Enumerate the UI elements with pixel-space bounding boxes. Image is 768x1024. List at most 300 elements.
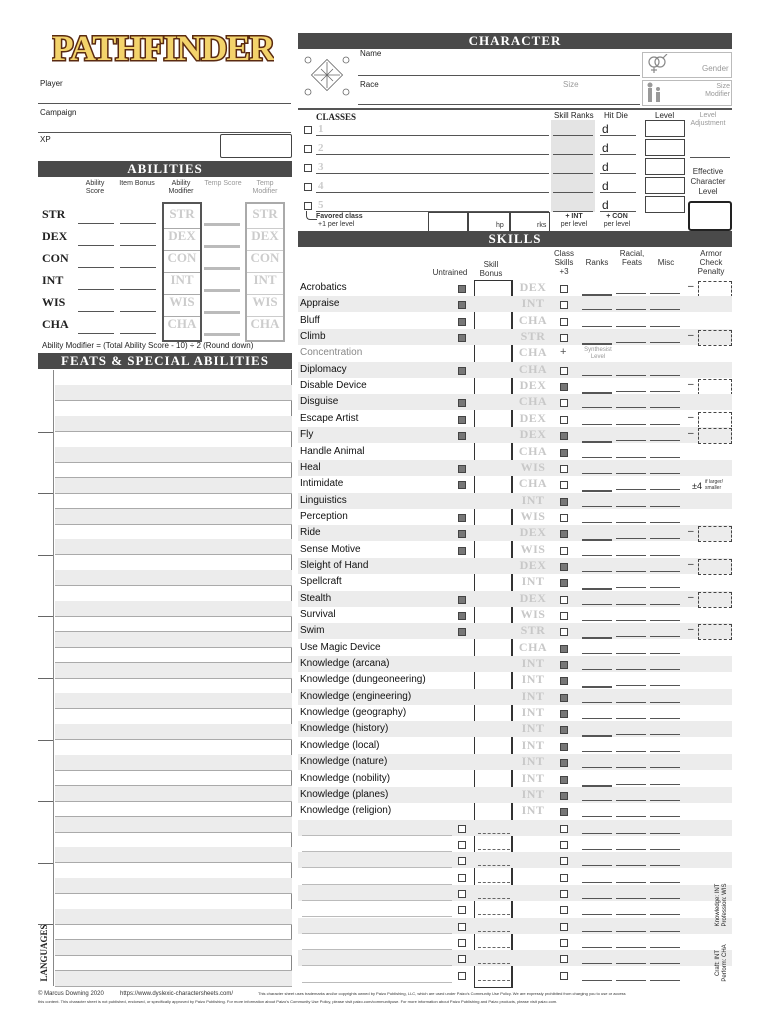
class-skill-checkbox[interactable] xyxy=(560,955,568,963)
acp-box[interactable] xyxy=(698,281,732,297)
racial-feats-line[interactable] xyxy=(616,734,646,735)
class-level-box[interactable] xyxy=(645,120,685,137)
racial-feats-line[interactable] xyxy=(616,587,646,588)
feat-row[interactable] xyxy=(55,462,292,478)
ranks-line[interactable] xyxy=(582,702,612,703)
ability-score-line[interactable] xyxy=(78,333,114,334)
favored-class-label: Favored class xyxy=(316,213,363,220)
custom-skill-ability-dash[interactable] xyxy=(478,980,510,981)
feat-row[interactable] xyxy=(55,524,292,540)
feat-row[interactable] xyxy=(55,493,292,509)
racial-feats-line[interactable] xyxy=(616,326,646,327)
class-skill-checkbox[interactable] xyxy=(560,743,568,751)
racial-feats-line[interactable] xyxy=(616,653,646,654)
feat-row[interactable] xyxy=(55,478,292,494)
ability-score-line[interactable] xyxy=(78,311,114,312)
class-line[interactable] xyxy=(316,154,549,155)
ranks-line[interactable] xyxy=(582,522,612,523)
untrained-checkbox[interactable] xyxy=(458,939,466,947)
synthesist-level-label: Synthesist Level xyxy=(584,347,612,360)
racial-feats-line[interactable] xyxy=(616,457,646,458)
ranks-line[interactable] xyxy=(582,604,612,605)
misc-line[interactable] xyxy=(650,882,680,883)
untrained-checkbox[interactable] xyxy=(458,906,466,914)
feat-row[interactable] xyxy=(55,678,292,694)
item-bonus-line[interactable] xyxy=(120,245,156,246)
feat-row[interactable] xyxy=(55,447,292,463)
class-skill-checkbox[interactable] xyxy=(560,465,568,473)
racial-feats-line[interactable] xyxy=(616,914,646,915)
misc-line[interactable] xyxy=(650,457,680,458)
ranks-line[interactable] xyxy=(582,849,612,850)
ranks-line[interactable] xyxy=(582,407,612,408)
ranks-line[interactable] xyxy=(582,882,612,883)
racial-feats-line[interactable] xyxy=(616,489,646,490)
misc-line[interactable] xyxy=(650,326,680,327)
feat-row[interactable] xyxy=(55,539,292,555)
misc-line[interactable] xyxy=(650,767,680,768)
misc-line[interactable] xyxy=(650,375,680,376)
class-skill-checkbox[interactable] xyxy=(560,792,568,800)
class-skill-checkbox[interactable] xyxy=(560,432,568,440)
acp-box[interactable] xyxy=(698,428,732,444)
class-skill-checkbox[interactable] xyxy=(560,906,568,914)
item-bonus-line[interactable] xyxy=(120,223,156,224)
ranks-line[interactable] xyxy=(582,751,612,752)
class-line[interactable] xyxy=(316,135,549,136)
racial-feats-line[interactable] xyxy=(616,555,646,556)
misc-line[interactable] xyxy=(650,702,680,703)
class-skill-checkbox[interactable] xyxy=(560,677,568,685)
custom-skill-ability-dash[interactable] xyxy=(478,914,510,915)
hit-die-line[interactable] xyxy=(600,211,636,212)
class-checkbox[interactable] xyxy=(304,126,312,134)
misc-line[interactable] xyxy=(650,555,680,556)
racial-feats-line[interactable] xyxy=(616,506,646,507)
class-skill-checkbox[interactable] xyxy=(560,857,568,865)
feat-row[interactable] xyxy=(55,786,292,802)
pathfinder-logo xyxy=(52,24,274,72)
ranks-line[interactable] xyxy=(582,980,612,981)
misc-line[interactable] xyxy=(650,604,680,605)
misc-line[interactable] xyxy=(650,734,680,735)
skill-name: Knowledge (planes) xyxy=(300,788,389,800)
class-skill-checkbox[interactable] xyxy=(560,776,568,784)
ranks-line[interactable] xyxy=(582,931,612,932)
untrained-checkbox[interactable] xyxy=(458,972,466,980)
racial-feats-line[interactable] xyxy=(616,718,646,719)
untrained-checkbox[interactable] xyxy=(458,857,466,865)
custom-skill-ability-dash[interactable] xyxy=(478,931,510,932)
racial-feats-line[interactable] xyxy=(616,947,646,948)
misc-line[interactable] xyxy=(650,407,680,408)
item-bonus-line[interactable] xyxy=(120,311,156,312)
untrained-checkbox[interactable] xyxy=(458,955,466,963)
class-skill-checkbox[interactable] xyxy=(560,563,568,571)
class-checkbox[interactable] xyxy=(304,202,312,210)
class-skill-checkbox[interactable] xyxy=(560,808,568,816)
racial-feats-line[interactable] xyxy=(616,424,646,425)
misc-line[interactable] xyxy=(650,947,680,948)
misc-line[interactable] xyxy=(650,587,680,588)
feat-row[interactable] xyxy=(55,755,292,771)
misc-line[interactable] xyxy=(650,784,680,785)
racial-feats-line[interactable] xyxy=(616,784,646,785)
feat-row[interactable] xyxy=(55,878,292,894)
class-skill-ranks-line[interactable] xyxy=(553,211,593,212)
feats-divider xyxy=(53,370,54,986)
player-line xyxy=(38,103,291,104)
ranks-line[interactable] xyxy=(582,473,612,474)
feat-row[interactable] xyxy=(55,601,292,617)
ranks-line[interactable] xyxy=(582,571,612,572)
class-skill-checkbox[interactable] xyxy=(560,514,568,522)
class-skill-ranks-line[interactable] xyxy=(553,135,593,136)
class-skill-ranks-line[interactable] xyxy=(553,154,593,155)
hit-die-line[interactable] xyxy=(600,135,636,136)
class-skill-checkbox[interactable] xyxy=(560,399,568,407)
class-skill-checkbox[interactable] xyxy=(560,547,568,555)
class-skill-checkbox[interactable] xyxy=(560,334,568,342)
class-line[interactable] xyxy=(316,173,549,174)
class-skill-checkbox[interactable] xyxy=(560,645,568,653)
racial-feats-line[interactable] xyxy=(616,800,646,801)
misc-line[interactable] xyxy=(650,620,680,621)
feat-row[interactable] xyxy=(55,586,292,602)
racial-feats-line[interactable] xyxy=(616,375,646,376)
racial-feats-line[interactable] xyxy=(616,604,646,605)
feat-group-tick xyxy=(38,678,53,679)
feat-row[interactable] xyxy=(55,663,292,679)
racial-feats-line[interactable] xyxy=(616,702,646,703)
ranks-line[interactable] xyxy=(582,653,612,654)
acp-box[interactable] xyxy=(698,559,732,575)
feat-row[interactable] xyxy=(55,509,292,525)
acp-box[interactable] xyxy=(698,624,732,640)
misc-line[interactable] xyxy=(650,473,680,474)
misc-line[interactable] xyxy=(650,669,680,670)
misc-line[interactable] xyxy=(650,636,680,637)
feat-row[interactable] xyxy=(55,416,292,432)
ability-score-line[interactable] xyxy=(78,289,114,290)
ranks-line[interactable] xyxy=(582,800,612,801)
class-skill-checkbox[interactable] xyxy=(560,301,568,309)
class-level-box[interactable] xyxy=(645,139,685,156)
class-skill-checkbox[interactable] xyxy=(560,383,568,391)
class-skill-ranks-line[interactable] xyxy=(553,173,593,174)
feat-row[interactable] xyxy=(55,863,292,879)
untrained-marker xyxy=(458,547,466,555)
feat-row[interactable] xyxy=(55,801,292,817)
racial-feats-line[interactable] xyxy=(616,342,646,343)
class-skill-checkbox[interactable] xyxy=(560,449,568,457)
misc-line[interactable] xyxy=(650,931,680,932)
ranks-line[interactable] xyxy=(582,555,612,556)
ranks-line[interactable] xyxy=(582,457,612,458)
untrained-checkbox[interactable] xyxy=(458,890,466,898)
ranks-line[interactable] xyxy=(582,506,612,507)
racial-feats-line[interactable] xyxy=(616,898,646,899)
racial-feats-line[interactable] xyxy=(616,538,646,539)
class-skill-checkbox[interactable] xyxy=(560,416,568,424)
racial-feats-line[interactable] xyxy=(616,620,646,621)
racial-feats-line[interactable] xyxy=(616,440,646,441)
feat-row[interactable] xyxy=(55,370,292,386)
racial-feats-line[interactable] xyxy=(616,865,646,866)
misc-line[interactable] xyxy=(650,685,680,686)
ranks-line[interactable] xyxy=(582,309,612,310)
class-skill-checkbox[interactable] xyxy=(560,285,568,293)
misc-line[interactable] xyxy=(650,293,680,294)
hit-die-line[interactable] xyxy=(600,154,636,155)
custom-skill-ability-dash[interactable] xyxy=(478,898,510,899)
misc-line[interactable] xyxy=(650,342,680,343)
ranks-line[interactable] xyxy=(582,767,612,768)
feat-row[interactable] xyxy=(55,894,292,910)
temp-score-line[interactable] xyxy=(204,223,240,226)
racial-feats-line[interactable] xyxy=(616,571,646,572)
feat-row[interactable] xyxy=(55,616,292,632)
item-bonus-line[interactable] xyxy=(120,267,156,268)
feat-row[interactable] xyxy=(55,740,292,756)
acp-box[interactable] xyxy=(698,592,732,608)
misc-line[interactable] xyxy=(650,833,680,834)
class-skill-checkbox[interactable] xyxy=(560,923,568,931)
languages-label-container xyxy=(36,926,52,984)
custom-skill-ability-dash[interactable] xyxy=(478,833,510,834)
ranks-line[interactable] xyxy=(582,718,612,719)
class-skill-checkbox[interactable] xyxy=(560,841,568,849)
misc-line[interactable] xyxy=(650,571,680,572)
temp-modifier-ghost: CHA xyxy=(250,316,280,331)
class-line[interactable] xyxy=(316,192,549,193)
player-label: Player xyxy=(40,79,63,88)
feat-row[interactable] xyxy=(55,832,292,848)
feat-row[interactable] xyxy=(55,432,292,448)
class-skill-checkbox[interactable] xyxy=(560,939,568,947)
class-skill-checkbox[interactable] xyxy=(560,825,568,833)
item-bonus-line[interactable] xyxy=(120,333,156,334)
skill-name: Escape Artist xyxy=(300,412,359,424)
untrained-checkbox[interactable] xyxy=(458,874,466,882)
racial-feats-line[interactable] xyxy=(616,980,646,981)
hit-die-line[interactable] xyxy=(600,192,636,193)
class-skill-checkbox[interactable] xyxy=(560,759,568,767)
ranks-line[interactable] xyxy=(582,947,612,948)
temp-score-line[interactable] xyxy=(204,333,240,336)
custom-skill-line[interactable] xyxy=(302,982,452,983)
class-level-box[interactable] xyxy=(645,158,685,175)
feat-row[interactable] xyxy=(55,709,292,725)
class-skill-checkbox[interactable] xyxy=(560,612,568,620)
ranks-line[interactable] xyxy=(582,669,612,670)
misc-line[interactable] xyxy=(650,865,680,866)
ranks-line[interactable] xyxy=(582,620,612,621)
untrained-checkbox[interactable] xyxy=(458,841,466,849)
custom-skill-ability-dash[interactable] xyxy=(478,865,510,866)
untrained-checkbox[interactable] xyxy=(458,923,466,931)
feat-row[interactable] xyxy=(55,817,292,833)
racial-feats-line[interactable] xyxy=(616,522,646,523)
skill-ability-ghost: INT xyxy=(521,803,545,818)
misc-line[interactable] xyxy=(650,538,680,539)
racial-feats-line[interactable] xyxy=(616,963,646,964)
item-bonus-line[interactable] xyxy=(120,289,156,290)
misc-line[interactable] xyxy=(650,424,680,425)
temp-score-line[interactable] xyxy=(204,267,240,270)
skill-row xyxy=(298,836,732,852)
misc-line[interactable] xyxy=(650,816,680,817)
misc-line[interactable] xyxy=(650,914,680,915)
feat-row[interactable] xyxy=(55,647,292,663)
footer-url-link[interactable]: https://www.dyslexic-charactersheets.com/ xyxy=(120,991,234,997)
skill-name: Intimidate xyxy=(300,478,344,490)
acp-box[interactable] xyxy=(698,379,732,395)
untrained-marker xyxy=(458,285,466,293)
racial-feats-line[interactable] xyxy=(616,669,646,670)
xp-box[interactable] xyxy=(220,134,292,158)
class-skill-checkbox[interactable] xyxy=(560,874,568,882)
class-skill-checkbox[interactable] xyxy=(560,318,568,326)
feat-row[interactable] xyxy=(55,971,292,987)
misc-line[interactable] xyxy=(650,506,680,507)
untrained-checkbox[interactable] xyxy=(458,825,466,833)
racial-feats-line[interactable] xyxy=(616,685,646,686)
racial-feats-line[interactable] xyxy=(616,636,646,637)
feat-row[interactable] xyxy=(55,632,292,648)
class-checkbox[interactable] xyxy=(304,145,312,153)
racial-feats-line[interactable] xyxy=(616,473,646,474)
ability-score-line[interactable] xyxy=(78,267,114,268)
custom-skill-ability-dash[interactable] xyxy=(478,849,510,850)
ability-score-line[interactable] xyxy=(78,223,114,224)
feat-row[interactable] xyxy=(55,847,292,863)
racial-feats-line[interactable] xyxy=(616,751,646,752)
class-skill-checkbox[interactable] xyxy=(560,530,568,538)
feat-row[interactable] xyxy=(55,909,292,925)
misc-line[interactable] xyxy=(650,980,680,981)
class-skill-checkbox[interactable] xyxy=(560,367,568,375)
skill-row xyxy=(298,411,732,427)
untrained-marker xyxy=(458,514,466,522)
racial-feats-line[interactable] xyxy=(616,816,646,817)
class-skill-checkbox[interactable] xyxy=(560,481,568,489)
racial-feats-line[interactable] xyxy=(616,833,646,834)
skill-name: Knowledge (engineering) xyxy=(300,690,412,702)
misc-line[interactable] xyxy=(650,522,680,523)
racial-feats-line[interactable] xyxy=(616,391,646,392)
skill-ability-ghost: WIS xyxy=(520,508,546,523)
misc-line[interactable] xyxy=(650,391,680,392)
ranks-line[interactable] xyxy=(582,865,612,866)
feat-row[interactable] xyxy=(55,401,292,417)
acp-box[interactable] xyxy=(698,412,732,428)
favored-hp-box[interactable] xyxy=(428,212,468,232)
racial-feats-line[interactable] xyxy=(616,407,646,408)
ranks-line[interactable] xyxy=(582,424,612,425)
misc-line[interactable] xyxy=(650,653,680,654)
class-skill-checkbox[interactable] xyxy=(560,726,568,734)
acp-dash: – xyxy=(688,411,694,423)
class-level-box[interactable] xyxy=(645,177,685,194)
ranks-line[interactable] xyxy=(582,816,612,817)
ranks-line[interactable] xyxy=(582,914,612,915)
racial-feats-line[interactable] xyxy=(616,931,646,932)
ranks-line[interactable] xyxy=(582,963,612,964)
effective-level-box[interactable] xyxy=(688,201,732,231)
misc-line[interactable] xyxy=(650,963,680,964)
ability-modifier-ghost: DEX xyxy=(168,228,196,243)
class-skill-ranks-line[interactable] xyxy=(553,192,593,193)
misc-line[interactable] xyxy=(650,489,680,490)
misc-line[interactable] xyxy=(650,849,680,850)
misc-line[interactable] xyxy=(650,751,680,752)
class-checkbox[interactable] xyxy=(304,183,312,191)
class-skill-checkbox[interactable] xyxy=(560,628,568,636)
feat-row[interactable] xyxy=(55,924,292,940)
custom-skill-ability-dash[interactable] xyxy=(478,963,510,964)
custom-skill-ability-dash[interactable] xyxy=(478,882,510,883)
misc-header: Misc xyxy=(657,258,675,267)
feat-row[interactable] xyxy=(55,955,292,971)
custom-skill-ability-dash[interactable] xyxy=(478,947,510,948)
feat-row[interactable] xyxy=(55,693,292,709)
feat-row[interactable] xyxy=(55,940,292,956)
misc-line[interactable] xyxy=(650,898,680,899)
racial-feats-line[interactable] xyxy=(616,293,646,294)
class-skill-checkbox[interactable] xyxy=(560,694,568,702)
feat-row[interactable] xyxy=(55,385,292,401)
misc-line[interactable] xyxy=(650,440,680,441)
skill-name: Sense Motive xyxy=(300,543,361,555)
class-skill-checkbox[interactable] xyxy=(560,710,568,718)
skill-row xyxy=(298,738,732,754)
skill-ability-ghost: INT xyxy=(521,672,545,687)
class-skill-checkbox[interactable] xyxy=(560,579,568,587)
racial-feats-line[interactable] xyxy=(616,882,646,883)
class-skill-checkbox[interactable] xyxy=(560,661,568,669)
class-checkbox[interactable] xyxy=(304,164,312,172)
ranks-line[interactable] xyxy=(582,326,612,327)
class-skill-checkbox[interactable] xyxy=(560,498,568,506)
racial-feats-line[interactable] xyxy=(616,767,646,768)
hit-die-line[interactable] xyxy=(600,173,636,174)
xp-label: XP xyxy=(40,135,51,144)
class-skill-checkbox[interactable] xyxy=(560,972,568,980)
racial-feats-line[interactable] xyxy=(616,849,646,850)
ranks-line[interactable] xyxy=(582,375,612,376)
temp-score-line[interactable] xyxy=(204,245,240,248)
feat-row[interactable] xyxy=(55,570,292,586)
acp-box[interactable] xyxy=(698,330,732,346)
ranks-line[interactable] xyxy=(582,833,612,834)
misc-line[interactable] xyxy=(650,800,680,801)
feat-row[interactable] xyxy=(55,724,292,740)
ranks-line[interactable] xyxy=(582,898,612,899)
misc-line[interactable] xyxy=(650,309,680,310)
acp-box[interactable] xyxy=(698,526,732,542)
ability-score-line[interactable] xyxy=(78,245,114,246)
misc-line[interactable] xyxy=(650,718,680,719)
racial-feats-line[interactable] xyxy=(616,309,646,310)
feat-row[interactable] xyxy=(55,770,292,786)
class-skill-checkbox[interactable] xyxy=(560,596,568,604)
class-level-box[interactable] xyxy=(645,196,685,213)
feat-row[interactable] xyxy=(55,555,292,571)
class-skill-checkbox[interactable] xyxy=(560,890,568,898)
temp-score-line[interactable] xyxy=(204,311,240,314)
temp-score-line[interactable] xyxy=(204,289,240,292)
